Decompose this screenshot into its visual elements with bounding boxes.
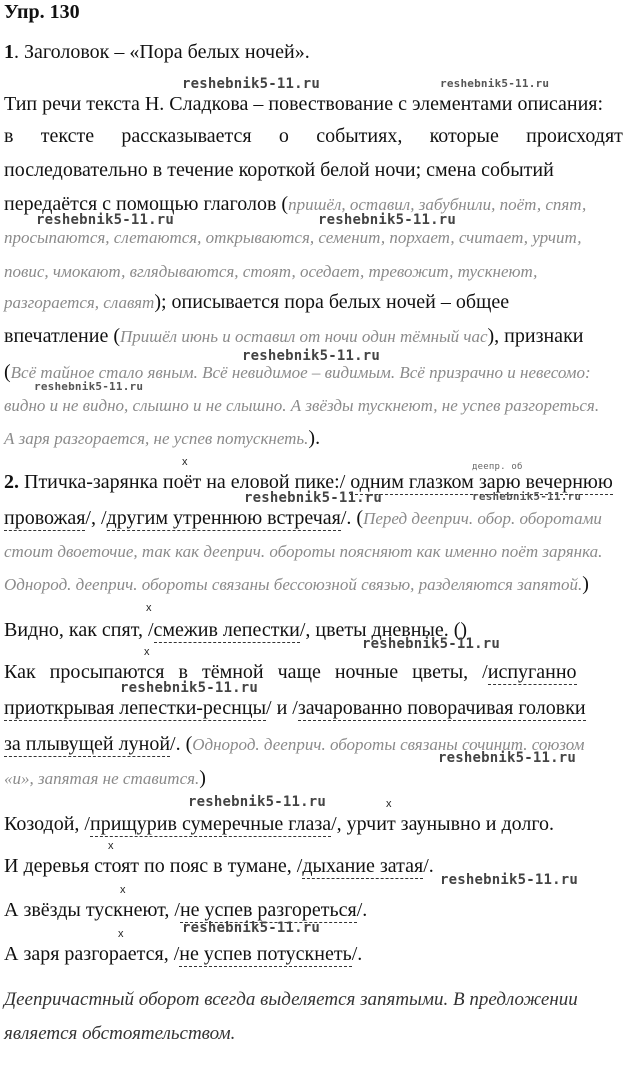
- participle-mark: x: [146, 602, 152, 614]
- watermark: reshebnik5-11.ru: [472, 490, 582, 503]
- part1-note-verbs-3: повис, чмокают, вглядываются, стоят, оседает, тревожит, тускнеют,: [4, 262, 538, 281]
- part1-line-4: передаётся с помощью глаголов (пришёл, оставил, забубнили, поёт, спят,: [4, 193, 587, 215]
- participle-mark: x: [118, 928, 124, 940]
- part2-sentence-5: И деревья стоят по пояс в тумане, /дыхание затая/.: [4, 855, 434, 877]
- part2-sentence-3-line-1: Как просыпаются в тёмной чаще ночные цветы, /испуганно: [4, 661, 577, 683]
- part1-line-3: последовательно в течение короткой белой ночи; смена событий: [4, 159, 554, 181]
- part2-sentence-4: Козодой, /прищурив сумеречные глаза/, урчит заунывно и долго.: [4, 813, 555, 835]
- watermark: reshebnik5-11.ru: [242, 348, 381, 364]
- watermark: reshebnik5-11.ru: [34, 380, 144, 393]
- watermark: reshebnik5-11.ru: [318, 212, 457, 228]
- participle-mark: x: [182, 456, 188, 468]
- part1-line-1: Тип речи текста Н. Сладкова – повествование с элементами описания:: [4, 93, 604, 115]
- watermark: reshebnik5-11.ru: [120, 680, 259, 696]
- part2-sentence-2: Видно, как спят, /смежив лепестки/, цветы дневные. (): [4, 619, 468, 641]
- part1-note-signs-2: видно и не видно, слышно и не слышно. А звёзды тускнеют, не успев разгореться.: [4, 396, 600, 415]
- part2-sentence-3-line-2: приоткрывая лепестки-реснцы/ и /зачарованно поворачивая головки: [4, 697, 586, 719]
- watermark: reshebnik5-11.ru: [188, 794, 327, 810]
- part1-line-9: (Всё тайное стало явным. Всё невидимое – видимым. Всё призрачно и невесомо:: [4, 361, 591, 383]
- watermark: reshebnik5-11.ru: [36, 212, 175, 228]
- part2-sentence-1-line-2: провожая/, /другим утреннюю встречая/. (Перед дееприч. обор. оборотами: [4, 507, 602, 529]
- participle-mark: x: [108, 840, 114, 852]
- part2-note-1-line-3: Однород. дееприч. обороты связаны бессоюзной связью, разделяются запятой.): [4, 573, 589, 595]
- conclusion-line-2: является обстоятельством.: [4, 1023, 236, 1044]
- part2-sentence-7: А заря разгорается, /не успев потускнеть/.: [4, 943, 363, 965]
- watermark: reshebnik5-11.ru: [182, 76, 321, 92]
- watermark: reshebnik5-11.ru: [440, 872, 579, 888]
- exercise-title: Упр. 130: [4, 1, 80, 23]
- watermark: reshebnik5-11.ru: [244, 490, 383, 506]
- part2-sentence-1-line-1: 2. Птичка-зарянка поёт на еловой пике:/ одним глазком зарю вечернюю: [4, 471, 613, 493]
- part1-line-11: А заря разгорается, не успев потускнеть.).: [4, 427, 321, 449]
- part2-note-3-line-2: «и», запятая не ставится.): [4, 767, 206, 789]
- watermark: reshebnik5-11.ru: [182, 920, 321, 936]
- part2-sentence-3-line-3: за плывущей луной/. (Однород. дееприч. обороты связаны сочинит. союзом: [4, 733, 585, 755]
- participle-mark: x: [386, 798, 392, 810]
- part1-line-7: разгорается, славят); описывается пора белых ночей – общее: [4, 291, 510, 313]
- conclusion-line-1: Деепричастный оборот всегда выделяется запятыми. В предложении: [4, 989, 578, 1010]
- part2-sentence-6: А звёзды тускнеют, /не успев разгореться/.: [4, 899, 368, 921]
- watermark: reshebnik5-11.ru: [438, 750, 577, 766]
- faint-mark: деепр. об: [472, 462, 523, 472]
- watermark: reshebnik5-11.ru: [440, 77, 550, 90]
- part2-note-1-line-2: стоит двоеточие, так как дееприч. обороты поясняют как именно поёт зарянка.: [4, 542, 603, 561]
- part1-line-2: в тексте рассказывается о событиях, которые происходят: [4, 125, 623, 147]
- participle-mark: x: [144, 646, 150, 658]
- watermark: reshebnik5-11.ru: [362, 636, 501, 652]
- part1-heading: 1. Заголовок – «Пора белых ночей».: [4, 41, 310, 63]
- participle-mark: x: [120, 884, 126, 896]
- part1-note-verbs-2: просыпаются, слетаются, открываются, семенит, порхает, считает, урчит,: [4, 228, 582, 247]
- part1-line-8: впечатление (Пришёл июнь и оставил от ночи один тёмный час), признаки: [4, 325, 584, 347]
